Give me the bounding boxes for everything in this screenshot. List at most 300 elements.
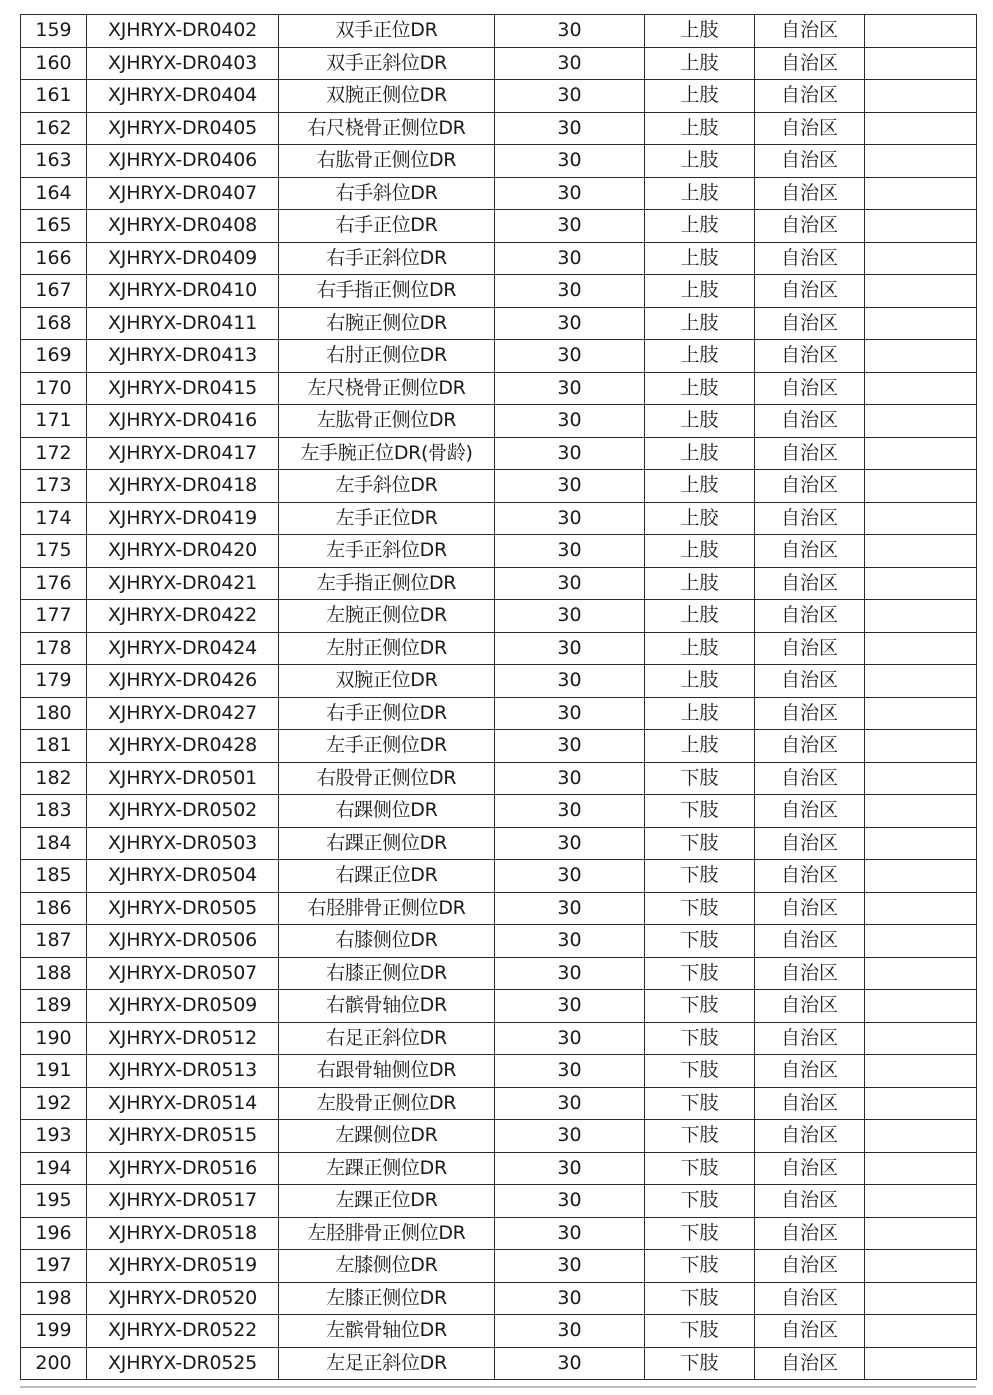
note (865, 15, 977, 48)
level: 自治区 (755, 210, 865, 243)
note (865, 502, 977, 535)
body-part: 下肢 (645, 1282, 755, 1315)
item-name: 左手指正侧位DR (279, 567, 495, 600)
level: 自治区 (755, 145, 865, 178)
note (865, 567, 977, 600)
item-value: 30 (495, 1347, 645, 1380)
level: 自治区 (755, 1185, 865, 1218)
table-row (21, 665, 977, 698)
table-row (21, 1022, 977, 1055)
row-number: 164 (21, 177, 87, 210)
item-name: 左腕正侧位DR (279, 600, 495, 633)
item-code: XJHRYX-DR0507 (87, 957, 279, 990)
exam-item-table (20, 14, 977, 1380)
row-number: 186 (21, 892, 87, 925)
level: 自治区 (755, 1087, 865, 1120)
item-value: 30 (495, 1282, 645, 1315)
item-value: 30 (495, 372, 645, 405)
item-value: 30 (495, 80, 645, 113)
body-part: 上肢 (645, 372, 755, 405)
note (865, 730, 977, 763)
note (865, 1022, 977, 1055)
row-number: 173 (21, 470, 87, 503)
row-number: 163 (21, 145, 87, 178)
row-number: 191 (21, 1055, 87, 1088)
row-number: 185 (21, 860, 87, 893)
item-code: XJHRYX-DR0418 (87, 470, 279, 503)
note (865, 1087, 977, 1120)
table-row (21, 795, 977, 828)
body-part: 下肢 (645, 1120, 755, 1153)
table-row (21, 762, 977, 795)
level: 自治区 (755, 307, 865, 340)
item-name: 右手正侧位DR (279, 697, 495, 730)
note (865, 470, 977, 503)
note (865, 177, 977, 210)
item-code: XJHRYX-DR0403 (87, 47, 279, 80)
level: 自治区 (755, 827, 865, 860)
item-name: 左手腕正位DR(骨龄) (279, 437, 495, 470)
item-value: 30 (495, 1087, 645, 1120)
note (865, 437, 977, 470)
body-part: 下肢 (645, 957, 755, 990)
item-value: 30 (495, 15, 645, 48)
item-value: 30 (495, 762, 645, 795)
note (865, 860, 977, 893)
item-value: 30 (495, 1250, 645, 1283)
note (865, 697, 977, 730)
row-number: 167 (21, 275, 87, 308)
item-code: XJHRYX-DR0419 (87, 502, 279, 535)
level: 自治区 (755, 1347, 865, 1380)
table-row (21, 1120, 977, 1153)
note (865, 600, 977, 633)
note (865, 957, 977, 990)
item-name: 右踝正侧位DR (279, 827, 495, 860)
body-part: 上肢 (645, 177, 755, 210)
row-number: 200 (21, 1347, 87, 1380)
table-row (21, 892, 977, 925)
table-row (21, 177, 977, 210)
item-value: 30 (495, 1315, 645, 1348)
item-name: 右足正斜位DR (279, 1022, 495, 1055)
item-name: 左足正斜位DR (279, 1347, 495, 1380)
item-code: XJHRYX-DR0514 (87, 1087, 279, 1120)
table-row (21, 990, 977, 1023)
item-name: 双腕正位DR (279, 665, 495, 698)
item-value: 30 (495, 1185, 645, 1218)
item-value: 30 (495, 860, 645, 893)
level: 自治区 (755, 80, 865, 113)
item-name: 左手斜位DR (279, 470, 495, 503)
body-part: 下肢 (645, 1347, 755, 1380)
item-code: XJHRYX-DR0515 (87, 1120, 279, 1153)
row-number: 199 (21, 1315, 87, 1348)
item-name: 右胫腓骨正侧位DR (279, 892, 495, 925)
body-part: 上肢 (645, 275, 755, 308)
item-value: 30 (495, 1217, 645, 1250)
item-code: XJHRYX-DR0504 (87, 860, 279, 893)
item-value: 30 (495, 502, 645, 535)
row-number: 179 (21, 665, 87, 698)
body-part: 上肢 (645, 632, 755, 665)
level: 自治区 (755, 47, 865, 80)
row-number: 172 (21, 437, 87, 470)
item-name: 双手正斜位DR (279, 47, 495, 80)
table-row (21, 1250, 977, 1283)
note (865, 535, 977, 568)
item-value: 30 (495, 112, 645, 145)
row-number: 193 (21, 1120, 87, 1153)
item-code: XJHRYX-DR0518 (87, 1217, 279, 1250)
body-part: 上胶 (645, 502, 755, 535)
item-value: 30 (495, 1120, 645, 1153)
level: 自治区 (755, 600, 865, 633)
note (865, 210, 977, 243)
body-part: 下肢 (645, 795, 755, 828)
body-part: 下肢 (645, 1022, 755, 1055)
body-part: 上肢 (645, 340, 755, 373)
note (865, 1347, 977, 1380)
item-name: 左踝正侧位DR (279, 1152, 495, 1185)
item-name: 右手正斜位DR (279, 242, 495, 275)
item-code: XJHRYX-DR0501 (87, 762, 279, 795)
body-part: 上肢 (645, 47, 755, 80)
table-row (21, 632, 977, 665)
item-name: 右手斜位DR (279, 177, 495, 210)
item-name: 双手正位DR (279, 15, 495, 48)
item-code: XJHRYX-DR0411 (87, 307, 279, 340)
body-part: 下肢 (645, 1152, 755, 1185)
body-part: 上肢 (645, 405, 755, 438)
row-number: 180 (21, 697, 87, 730)
body-part: 上肢 (645, 665, 755, 698)
body-part: 下肢 (645, 762, 755, 795)
note (865, 795, 977, 828)
item-name: 右尺桡骨正侧位DR (279, 112, 495, 145)
table-body (21, 15, 977, 1380)
body-part: 上肢 (645, 730, 755, 763)
level: 自治区 (755, 697, 865, 730)
row-number: 198 (21, 1282, 87, 1315)
level: 自治区 (755, 1022, 865, 1055)
note (865, 340, 977, 373)
row-number: 189 (21, 990, 87, 1023)
item-code: XJHRYX-DR0525 (87, 1347, 279, 1380)
note (865, 665, 977, 698)
table-row (21, 275, 977, 308)
item-name: 右膝正侧位DR (279, 957, 495, 990)
body-part: 上肢 (645, 437, 755, 470)
item-name: 右膝侧位DR (279, 925, 495, 958)
item-value: 30 (495, 275, 645, 308)
table-row (21, 1055, 977, 1088)
body-part: 下肢 (645, 1087, 755, 1120)
table-row (21, 80, 977, 113)
body-part: 下肢 (645, 1185, 755, 1218)
body-part: 上肢 (645, 80, 755, 113)
row-number: 195 (21, 1185, 87, 1218)
item-name: 右髌骨轴位DR (279, 990, 495, 1023)
note (865, 1055, 977, 1088)
item-name: 左胫腓骨正侧位DR (279, 1217, 495, 1250)
body-part: 下肢 (645, 990, 755, 1023)
item-code: XJHRYX-DR0522 (87, 1315, 279, 1348)
table-row (21, 112, 977, 145)
body-part: 上肢 (645, 697, 755, 730)
row-number: 187 (21, 925, 87, 958)
table-row (21, 600, 977, 633)
item-name: 双腕正侧位DR (279, 80, 495, 113)
note (865, 242, 977, 275)
item-value: 30 (495, 437, 645, 470)
table-row (21, 372, 977, 405)
body-part: 下肢 (645, 925, 755, 958)
item-code: XJHRYX-DR0404 (87, 80, 279, 113)
item-name: 左肘正侧位DR (279, 632, 495, 665)
table-row (21, 242, 977, 275)
table-row (21, 47, 977, 80)
row-number: 162 (21, 112, 87, 145)
body-part: 上肢 (645, 242, 755, 275)
level: 自治区 (755, 1315, 865, 1348)
row-number: 161 (21, 80, 87, 113)
level: 自治区 (755, 242, 865, 275)
row-number: 175 (21, 535, 87, 568)
table-row (21, 470, 977, 503)
level: 自治区 (755, 1120, 865, 1153)
item-value: 30 (495, 1022, 645, 1055)
item-code: XJHRYX-DR0509 (87, 990, 279, 1023)
level: 自治区 (755, 112, 865, 145)
table-row (21, 827, 977, 860)
row-number: 183 (21, 795, 87, 828)
row-number: 170 (21, 372, 87, 405)
table-row (21, 210, 977, 243)
item-value: 30 (495, 730, 645, 763)
item-value: 30 (495, 892, 645, 925)
level: 自治区 (755, 925, 865, 958)
item-code: XJHRYX-DR0422 (87, 600, 279, 633)
note (865, 925, 977, 958)
level: 自治区 (755, 730, 865, 763)
item-code: XJHRYX-DR0421 (87, 567, 279, 600)
row-number: 169 (21, 340, 87, 373)
level: 自治区 (755, 567, 865, 600)
item-code: XJHRYX-DR0513 (87, 1055, 279, 1088)
body-part: 上肢 (645, 15, 755, 48)
level: 自治区 (755, 535, 865, 568)
row-number: 192 (21, 1087, 87, 1120)
item-code: XJHRYX-DR0520 (87, 1282, 279, 1315)
item-value: 30 (495, 1055, 645, 1088)
item-value: 30 (495, 697, 645, 730)
table-row (21, 957, 977, 990)
note (865, 632, 977, 665)
row-number: 196 (21, 1217, 87, 1250)
row-number: 197 (21, 1250, 87, 1283)
table-row (21, 1087, 977, 1120)
item-code: XJHRYX-DR0512 (87, 1022, 279, 1055)
body-part: 下肢 (645, 1315, 755, 1348)
item-name: 右踝侧位DR (279, 795, 495, 828)
body-part: 上肢 (645, 145, 755, 178)
body-part: 下肢 (645, 827, 755, 860)
table-row (21, 1152, 977, 1185)
item-code: XJHRYX-DR0505 (87, 892, 279, 925)
item-code: XJHRYX-DR0407 (87, 177, 279, 210)
note (865, 80, 977, 113)
row-number: 160 (21, 47, 87, 80)
item-code: XJHRYX-DR0417 (87, 437, 279, 470)
table-row (21, 567, 977, 600)
item-code: XJHRYX-DR0420 (87, 535, 279, 568)
note (865, 990, 977, 1023)
body-part: 上肢 (645, 307, 755, 340)
item-name: 右肘正侧位DR (279, 340, 495, 373)
row-number: 190 (21, 1022, 87, 1055)
item-value: 30 (495, 957, 645, 990)
row-number: 168 (21, 307, 87, 340)
item-value: 30 (495, 1152, 645, 1185)
item-code: XJHRYX-DR0415 (87, 372, 279, 405)
item-value: 30 (495, 990, 645, 1023)
note (865, 1152, 977, 1185)
level: 自治区 (755, 275, 865, 308)
item-code: XJHRYX-DR0519 (87, 1250, 279, 1283)
note (865, 372, 977, 405)
row-number: 166 (21, 242, 87, 275)
note (865, 1250, 977, 1283)
item-value: 30 (495, 567, 645, 600)
item-name: 右跟骨轴侧位DR (279, 1055, 495, 1088)
item-code: XJHRYX-DR0424 (87, 632, 279, 665)
item-code: XJHRYX-DR0426 (87, 665, 279, 698)
table-row (21, 437, 977, 470)
item-code: XJHRYX-DR0503 (87, 827, 279, 860)
item-value: 30 (495, 340, 645, 373)
item-name: 左踝正位DR (279, 1185, 495, 1218)
note (865, 827, 977, 860)
item-name: 左手正位DR (279, 502, 495, 535)
item-code: XJHRYX-DR0402 (87, 15, 279, 48)
table-row (21, 1282, 977, 1315)
level: 自治区 (755, 665, 865, 698)
body-part: 下肢 (645, 1055, 755, 1088)
item-code: XJHRYX-DR0416 (87, 405, 279, 438)
item-code: XJHRYX-DR0413 (87, 340, 279, 373)
item-code: XJHRYX-DR0428 (87, 730, 279, 763)
item-code: XJHRYX-DR0506 (87, 925, 279, 958)
table-row (21, 340, 977, 373)
level: 自治区 (755, 1250, 865, 1283)
item-value: 30 (495, 470, 645, 503)
item-name: 左膝正侧位DR (279, 1282, 495, 1315)
body-part: 上肢 (645, 470, 755, 503)
item-name: 右手指正侧位DR (279, 275, 495, 308)
row-number: 188 (21, 957, 87, 990)
level: 自治区 (755, 502, 865, 535)
note (865, 47, 977, 80)
note (865, 405, 977, 438)
item-name: 左尺桡骨正侧位DR (279, 372, 495, 405)
level: 自治区 (755, 1282, 865, 1315)
item-code: XJHRYX-DR0410 (87, 275, 279, 308)
row-number: 171 (21, 405, 87, 438)
level: 自治区 (755, 795, 865, 828)
note (865, 892, 977, 925)
table-row (21, 145, 977, 178)
item-value: 30 (495, 47, 645, 80)
table-row (21, 697, 977, 730)
row-number: 194 (21, 1152, 87, 1185)
item-name: 左膝侧位DR (279, 1250, 495, 1283)
table-row (21, 1217, 977, 1250)
item-code: XJHRYX-DR0517 (87, 1185, 279, 1218)
level: 自治区 (755, 990, 865, 1023)
item-value: 30 (495, 405, 645, 438)
table-row (21, 925, 977, 958)
row-number: 181 (21, 730, 87, 763)
level: 自治区 (755, 957, 865, 990)
level: 自治区 (755, 1152, 865, 1185)
level: 自治区 (755, 762, 865, 795)
item-value: 30 (495, 535, 645, 568)
item-value: 30 (495, 665, 645, 698)
level: 自治区 (755, 632, 865, 665)
note (865, 307, 977, 340)
item-value: 30 (495, 177, 645, 210)
item-code: XJHRYX-DR0427 (87, 697, 279, 730)
item-value: 30 (495, 827, 645, 860)
table-row (21, 1185, 977, 1218)
note (865, 1217, 977, 1250)
row-number: 174 (21, 502, 87, 535)
note (865, 1282, 977, 1315)
item-name: 左手正斜位DR (279, 535, 495, 568)
level: 自治区 (755, 892, 865, 925)
level: 自治区 (755, 470, 865, 503)
item-name: 右股骨正侧位DR (279, 762, 495, 795)
row-number: 176 (21, 567, 87, 600)
table-row (21, 1315, 977, 1348)
note (865, 1315, 977, 1348)
item-code: XJHRYX-DR0408 (87, 210, 279, 243)
item-value: 30 (495, 210, 645, 243)
level: 自治区 (755, 15, 865, 48)
item-code: XJHRYX-DR0502 (87, 795, 279, 828)
level: 自治区 (755, 405, 865, 438)
table-row (21, 860, 977, 893)
item-name: 右踝正位DR (279, 860, 495, 893)
bottom-divider (20, 1386, 976, 1388)
item-name: 左踝侧位DR (279, 1120, 495, 1153)
row-number: 184 (21, 827, 87, 860)
row-number: 165 (21, 210, 87, 243)
table-row (21, 405, 977, 438)
item-code: XJHRYX-DR0409 (87, 242, 279, 275)
level: 自治区 (755, 1217, 865, 1250)
table-row (21, 15, 977, 48)
table-row (21, 730, 977, 763)
item-value: 30 (495, 795, 645, 828)
body-part: 上肢 (645, 535, 755, 568)
level: 自治区 (755, 340, 865, 373)
item-name: 左股骨正侧位DR (279, 1087, 495, 1120)
row-number: 177 (21, 600, 87, 633)
level: 自治区 (755, 437, 865, 470)
body-part: 上肢 (645, 112, 755, 145)
